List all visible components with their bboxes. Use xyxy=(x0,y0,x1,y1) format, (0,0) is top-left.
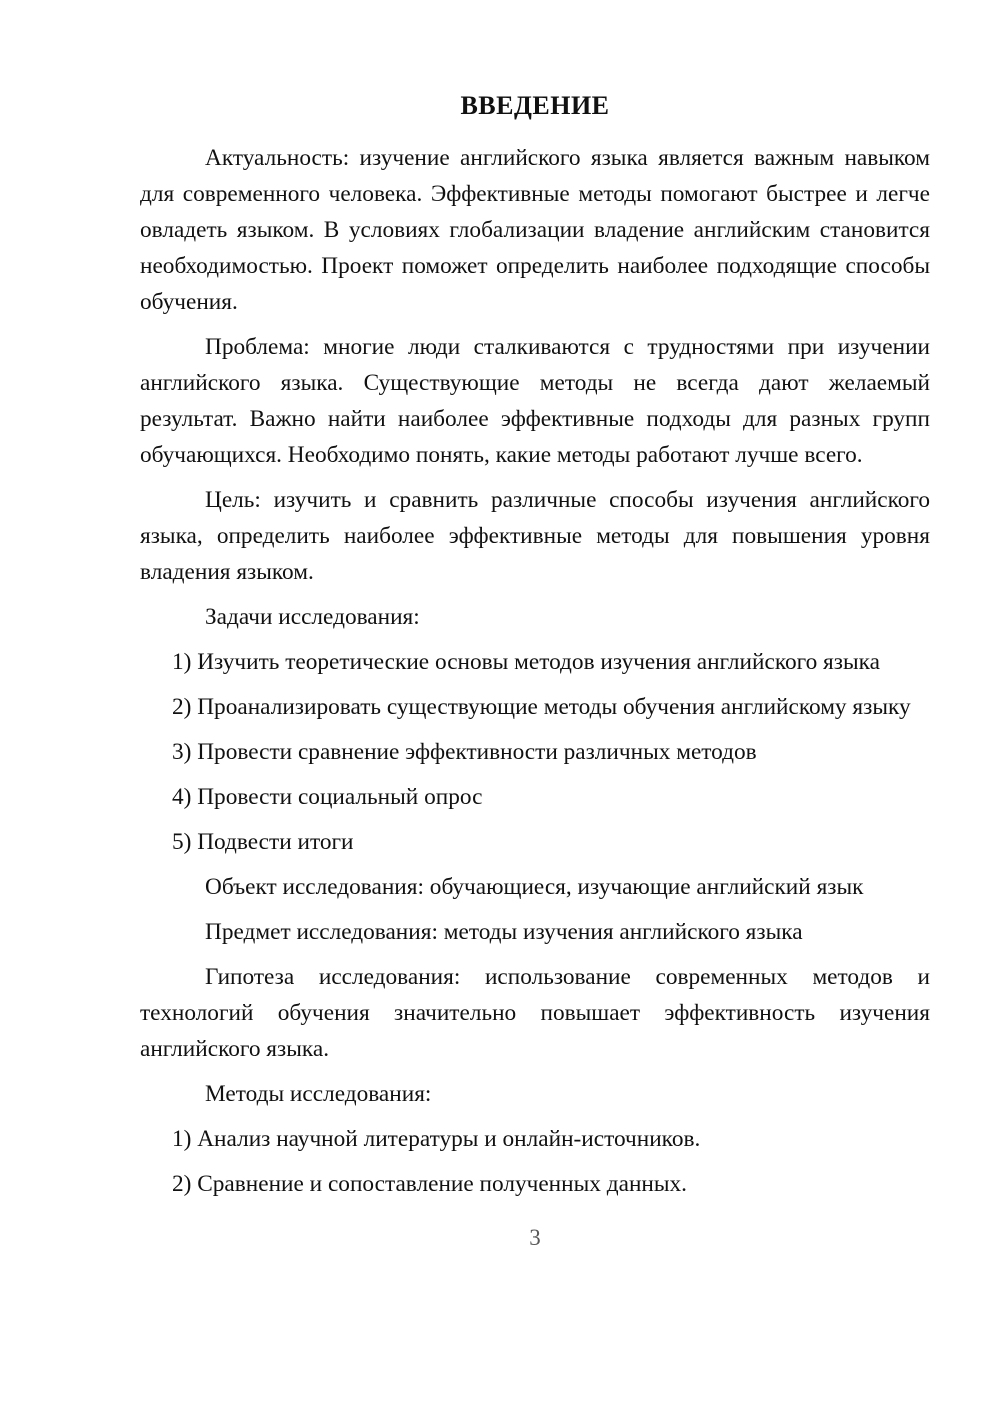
page-title: ВВЕДЕНИЕ xyxy=(460,91,610,120)
method-item-1: 1) Анализ научной литературы и онлайн-источников. xyxy=(172,1126,701,1152)
paragraph-problem: Проблема: многие люди сталкиваются с трудностями при изучении английского языка. Существующие методы не всегда дают желаемый результат. Важно найти наиболее эффективные подходы для разных групп обучающихся. Необходимо понять, какие методы работают лучше всего. xyxy=(140,334,930,468)
method-item-2: 2) Сравнение и сопоставление полученных данных. xyxy=(172,1171,687,1197)
paragraph-research-subject: Предмет исследования: методы изучения английского языка xyxy=(205,919,803,945)
heading-research-tasks: Задачи исследования: xyxy=(205,604,420,630)
task-item-4: 4) Провести социальный опрос xyxy=(172,784,483,810)
task-item-3: 3) Провести сравнение эффективности различных методов xyxy=(172,739,757,765)
page-number: 3 xyxy=(529,1225,541,1250)
task-item-5: 5) Подвести итоги xyxy=(172,829,354,855)
task-item-1: 1) Изучить теоретические основы методов изучения английского языка xyxy=(172,649,880,675)
heading-research-methods: Методы исследования: xyxy=(205,1081,432,1107)
task-item-2: 2) Проанализировать существующие методы обучения английскому языку xyxy=(172,694,911,720)
paragraph-goal: Цель: изучить и сравнить различные способы изучения английского языка, определить наиболее эффективные методы для повышения уровня владения языком. xyxy=(140,487,930,585)
paragraph-hypothesis: Гипотеза исследования: использование современных методов и технологий обучения значительно повышает эффективность изучения английского языка. xyxy=(140,964,930,1062)
paragraph-research-object: Объект исследования: обучающиеся, изучающие английский язык xyxy=(205,874,864,900)
paragraph-relevance: Актуальность: изучение английского языка является важным навыком для современного человека. Эффективные методы помогают быстрее и легче овладеть языком. В условиях глобализации владение английским становится необходимостью. Проект поможет определить наиболее подходящие способы обучения. xyxy=(140,145,930,315)
